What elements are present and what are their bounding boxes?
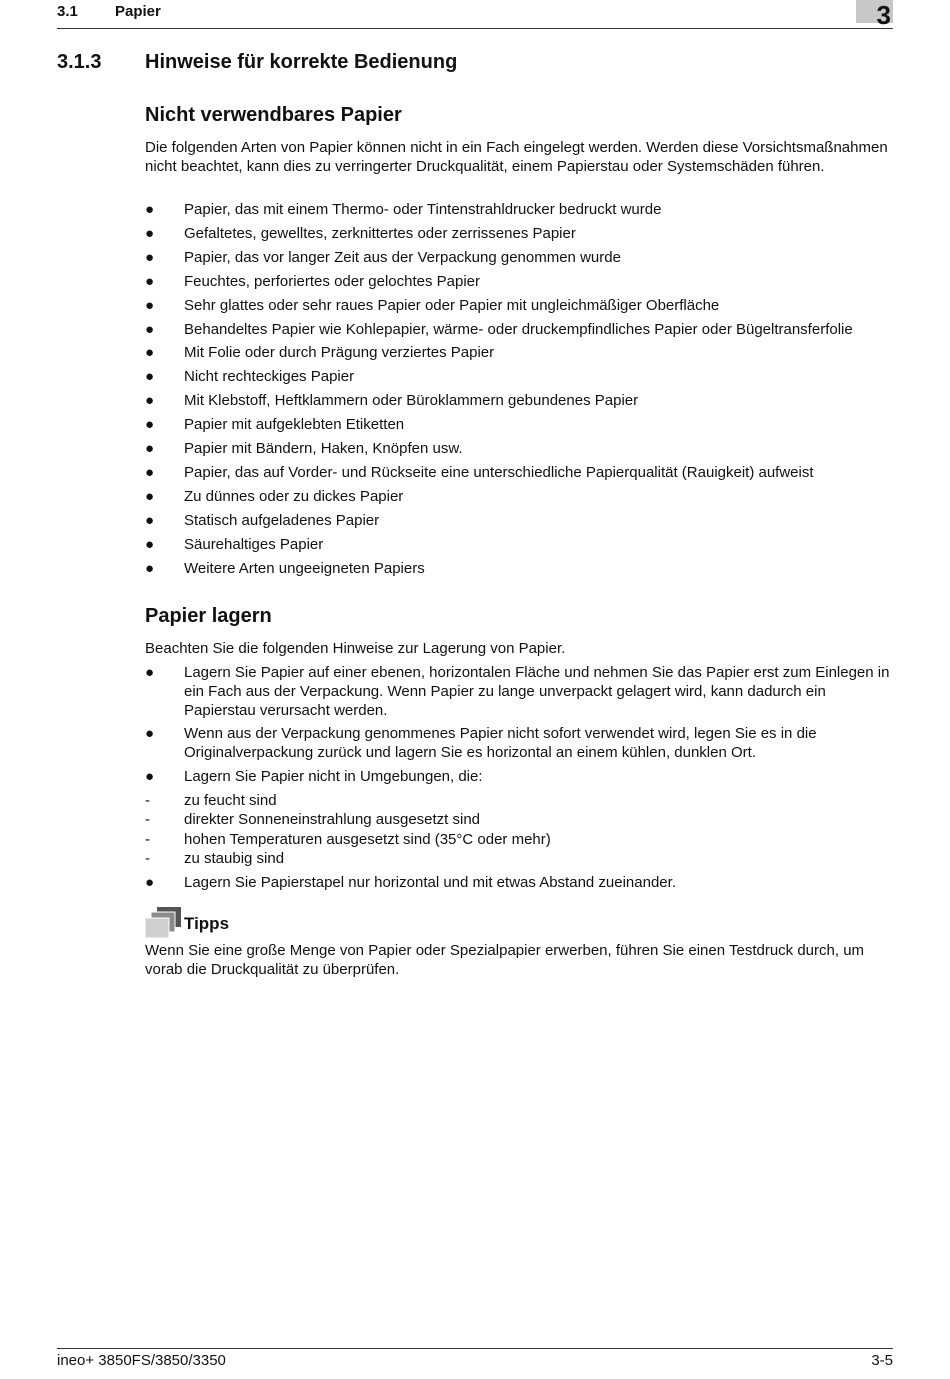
bullet-marker: ● [145, 248, 155, 266]
tips-icon [145, 907, 183, 939]
bullet-marker: ● [145, 768, 155, 785]
unusable-item: Papier mit aufgeklebten Etiketten [184, 416, 405, 434]
bullet-marker: ● [145, 487, 155, 505]
storage-item-2: Wenn aus der Verpackung genommenes Papier nicht sofort verwendet wird, legen Sie es in die Originalverpackung zurück und lagern Sie es horizontal an einem kühlen, dunklen Ort. [184, 725, 817, 761]
heading-number: 3.1.3 [57, 51, 102, 73]
unusable-item: Papier, das auf Vorder- und Rückseite eine unterschiedliche Papierqualität (Rauigkeit) aufweist [184, 463, 814, 481]
unusable-item: Gefaltetes, gewelltes, zerknittertes oder zerrissenes Papier [184, 224, 576, 242]
bullet-marker: ● [145, 874, 155, 891]
storage-subitem: direkter Sonneneinstrahlung ausgesetzt sind [184, 811, 481, 829]
list-item [145, 559, 895, 578]
list-item [145, 463, 895, 482]
bullet-marker: ● [145, 463, 155, 481]
unusable-intro: Die folgenden Arten von Papier können nicht in ein Fach eingelegt werden. Werden diese Vorsichtsmaßnahmen nicht beachtet, kann dies zu verringerter Druckqualität, einem Papierstau oder Systemschäden führen. [145, 139, 888, 175]
list-item [145, 415, 895, 434]
bullet-marker: ● [145, 201, 155, 218]
unusable-item: Statisch aufgeladenes Papier [184, 511, 380, 529]
bullet-marker: ● [145, 344, 155, 362]
unusable-item: Nicht rechteckiges Papier [184, 368, 355, 386]
list-item [145, 343, 895, 362]
bullet-marker: ● [145, 368, 155, 386]
list-item [145, 873, 895, 892]
list-item [145, 439, 895, 458]
unusable-item: Papier, das mit einem Thermo- oder Tintenstrahldrucker bedruckt wurde [184, 201, 662, 218]
storage-subitem: zu staubig sind [184, 849, 285, 867]
dash-marker: - [145, 811, 150, 829]
unusable-item: Papier mit Bändern, Haken, Knöpfen usw. [184, 440, 463, 457]
chapter-tab-number: 3 [876, 0, 891, 30]
bullet-marker: ● [145, 725, 155, 742]
tips-text: Wenn Sie eine große Menge von Papier oder Spezialpapier erwerben, führen Sie einen Testdruck durch, um vorab die Druckqualität zu überprüfen. [145, 942, 865, 978]
unusable-title: Nicht verwendbares Papier [145, 104, 402, 126]
storage-item-1: Lagern Sie Papier auf einer ebenen, horizontalen Fläche und nehmen Sie das Papier erst zum Einlegen in ein Fach aus der Verpackung. Wenn Papier zu lange unverpackt gelagert wird, kann dadurch ein Papierstau verursacht werden. [184, 664, 890, 719]
sublist-item [145, 810, 895, 829]
list-item [145, 320, 895, 339]
list-item [145, 724, 895, 762]
list-item [145, 391, 895, 410]
bullet-marker: ● [145, 535, 155, 553]
bullet-marker: ● [145, 224, 155, 242]
list-item [145, 200, 895, 219]
dash-marker: - [145, 830, 150, 848]
storage-item-4: Lagern Sie Papierstapel nur horizontal und mit etwas Abstand zueinander. [184, 874, 676, 891]
list-item [145, 511, 895, 530]
list-item [145, 535, 895, 554]
bullet-marker: ● [145, 559, 155, 577]
dash-marker: - [145, 849, 150, 867]
footer-rule [57, 1348, 893, 1349]
list-item [145, 296, 895, 315]
list-item [145, 224, 895, 243]
bullet-marker: ● [145, 664, 155, 681]
unusable-item: Papier, das vor langer Zeit aus der Verpackung genommen wurde [184, 248, 621, 266]
storage-subitem: zu feucht sind [184, 792, 277, 809]
bullet-marker: ● [145, 392, 155, 410]
unusable-item: Sehr glattes oder sehr raues Papier oder Papier mit ungleichmäßiger Oberfläche [184, 296, 720, 314]
dash-marker: - [145, 792, 150, 809]
unusable-item: Mit Klebstoff, Heftklammern oder Büroklammern gebundenes Papier [184, 392, 639, 410]
unusable-item: Weitere Arten ungeeigneten Papiers [184, 559, 425, 577]
list-item [145, 767, 895, 786]
bullet-marker: ● [145, 296, 155, 314]
bullet-marker: ● [145, 272, 155, 290]
bullet-marker: ● [145, 511, 155, 529]
chapter-tab [856, 0, 893, 30]
footer-model: ineo+ 3850FS/3850/3350 [57, 1352, 226, 1369]
sublist-item [145, 791, 895, 810]
list-item [145, 367, 895, 386]
sublist-item [145, 849, 895, 868]
header-section-number: 3.1 [57, 3, 78, 20]
unusable-item: Behandeltes Papier wie Kohlepapier, wärme- oder druckempfindliches Papier oder Bügeltransferfolie [184, 320, 853, 338]
list-item [145, 248, 895, 267]
bullet-marker: ● [145, 440, 155, 457]
bullet-marker: ● [145, 320, 155, 338]
list-item [145, 663, 895, 720]
storage-title: Papier lagern [145, 605, 272, 627]
storage-item-3: Lagern Sie Papier nicht in Umgebungen, die: [184, 768, 483, 785]
page-title: Hinweise für korrekte Bedienung [145, 51, 458, 73]
tips-label: Tipps [184, 914, 230, 933]
footer-page-number: 3-5 [871, 1352, 893, 1369]
storage-subitem: hohen Temperaturen ausgesetzt sind (35°C oder mehr) [184, 830, 551, 848]
unusable-item: Feuchtes, perforiertes oder gelochtes Papier [184, 272, 480, 290]
list-item [145, 487, 895, 506]
unusable-item: Säurehaltiges Papier [184, 535, 324, 553]
bullet-marker: ● [145, 416, 155, 434]
list-item [145, 272, 895, 291]
unusable-item: Mit Folie oder durch Prägung verziertes Papier [184, 344, 495, 362]
unusable-item: Zu dünnes oder zu dickes Papier [184, 487, 404, 505]
header-section-title: Papier [115, 3, 161, 20]
header-rule [57, 28, 893, 29]
storage-intro: Beachten Sie die folgenden Hinweise zur Lagerung von Papier. [145, 640, 566, 657]
sublist-item [145, 830, 895, 849]
